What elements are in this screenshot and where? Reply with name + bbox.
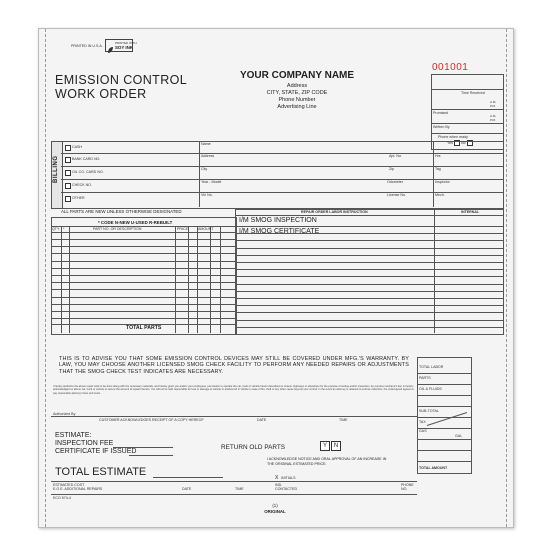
labor-row-line (235, 305, 503, 306)
amount-header: AMOUNT (198, 227, 214, 231)
estimated-cost-label: ESTIMATED COST (53, 483, 85, 487)
price-header: PRICE (177, 227, 188, 231)
initials-x: X (275, 475, 279, 481)
form-code: ECO 574-4 (53, 496, 71, 500)
pm-label-2: P.M. (490, 118, 496, 122)
perforation-right (506, 29, 507, 527)
parts-row-line (51, 318, 236, 319)
estimate-date-label: DATE (182, 487, 192, 491)
increase-acknowledgement: I ACKNOWLEDGE NOTICE AND ORAL APPROVAL OF AN INCREASE IN THE ORIGINAL ESTIMATED PRICE. (267, 457, 387, 466)
mech-label: Mech. (435, 193, 445, 197)
subtotal-label: SUB-TOTAL (419, 409, 439, 413)
am-label-2: A.M. (490, 114, 497, 118)
totals-row-line (417, 384, 471, 385)
initials-label: INITIALS (281, 476, 296, 480)
labor-row-line (235, 284, 503, 285)
labor-row-line (235, 262, 503, 263)
total-amount-label: TOTAL AMOUNT (419, 466, 448, 470)
ind-label: IND. (275, 483, 283, 487)
total-parts-label: TOTAL PARTS (126, 325, 162, 331)
totals-row-line (417, 406, 471, 407)
billing-oil-card: OIL CO. CARD NO. (72, 170, 104, 174)
inspector-label: Inspector (435, 180, 450, 184)
am-label-1: A.M. (490, 100, 497, 104)
labor-row-line (235, 312, 503, 313)
cash-checkbox[interactable] (65, 145, 71, 151)
parts-row-line (51, 289, 236, 290)
printed-in-usa: PRINTED IN U.S.A. (71, 44, 103, 48)
total-labor-label: TOTAL LABOR (419, 365, 444, 369)
labor-row-line (235, 327, 503, 328)
customer-info-box (51, 141, 504, 209)
apt-no-label: Apt. No. (389, 154, 402, 158)
totals-row-line (417, 417, 471, 418)
promised-label: Promised (433, 111, 449, 115)
return-parts-yes-box[interactable]: Y (320, 441, 330, 451)
labor-line-2: I/M SMOG CERTIFICATE (239, 228, 320, 235)
return-parts-no-box[interactable]: N (331, 441, 341, 451)
authorized-by-label: Authorized By (53, 412, 76, 416)
gas-label: GAS (419, 429, 427, 433)
billing-check: CHECK NO. (72, 183, 92, 187)
authorized-time-label: TIME (339, 418, 348, 422)
copy-name: ORIGINAL (264, 509, 286, 514)
totals-box (417, 357, 472, 474)
time-received-label: Time Received (461, 91, 485, 95)
oil-fluids-label: OIL & FLUIDS (419, 387, 442, 391)
oil-card-checkbox[interactable] (65, 170, 71, 176)
soy-leaf-icon (107, 41, 114, 49)
totals-row-line (417, 373, 471, 374)
parts-notice: ALL PARTS ARE NEW UNLESS OTHERWISE DESIGNATED (61, 209, 182, 214)
tag-label: Tag (435, 167, 441, 171)
eoe-label: E.O.E. ADDITIONAL REPAIRS (53, 487, 103, 491)
totals-row-line (417, 461, 471, 462)
totals-row-line (417, 439, 471, 440)
total-estimate-label: TOTAL ESTIMATE (55, 466, 147, 478)
description-header: PART NO. OR DESCRIPTION (93, 227, 142, 231)
form-title-line2: WORK ORDER (55, 87, 147, 101)
phone-yes-label: Yes (447, 141, 453, 145)
company-city: CITY, STATE, ZIP CODE (266, 90, 328, 96)
company-address: Address (286, 83, 308, 89)
totals-row-line (417, 450, 471, 451)
hrs-label: Hrs (435, 154, 441, 158)
form-title-line1: EMISSION CONTROL (55, 73, 188, 87)
perforation-left (45, 29, 46, 527)
parts-row-line (51, 253, 236, 254)
parts-row-line (51, 311, 236, 312)
labor-row-line (235, 233, 503, 234)
inspection-fee-label: INSPECTION FEE (55, 440, 114, 447)
soy-ink-text: SOY INK (115, 45, 133, 50)
customer-address-label: Address (201, 154, 215, 158)
copy-number: (1) (272, 503, 278, 508)
parts-row-line (51, 297, 236, 298)
bank-card-checkbox[interactable] (65, 157, 71, 163)
order-number: 001001 (432, 62, 469, 73)
parts-row-line (51, 239, 236, 240)
acknowledges-receipt: CUSTOMER ACKNOWLEDGES RECEIPT OF A COPY HEREOF (99, 418, 204, 422)
license-label: License No. (387, 193, 406, 197)
zip-label: Zip (389, 167, 394, 171)
gal-label: GAL (455, 434, 463, 438)
qty-header: QTY. (52, 227, 60, 231)
pm-label-1: P.M. (490, 104, 496, 108)
billing-other: OTHER (72, 196, 85, 200)
company-phone: Phone Number (278, 97, 316, 103)
work-order-form (38, 28, 514, 528)
billing-bank-card: BANK CARD NO. (72, 157, 101, 161)
warranty-advisory: THIS IS TO ADVISE YOU THAT SOME EMISSION CONTROL DEVICES MAY STILL BE COVERED UNDER MFG.'S WARRANTY. BY LAW, YOU MAY CHOOSE ANOTHER LICENSED SMOG CHECK FACILITY TO PERFORM ANY NEEDED REPAIRS OR ADJUSTMENTS THAT THE SMOG CHECK TEST INDICATES ARE NECESSARY. (59, 356, 409, 375)
phone-label: PHONE (401, 483, 414, 487)
labor-row-line (235, 298, 503, 299)
labor-row-line (235, 248, 503, 249)
parts-total-label: PARTS (419, 376, 431, 380)
phone-no-label: No (461, 141, 466, 145)
company-advertising: Advertising Line (277, 104, 317, 110)
tax-label: TAX (419, 420, 426, 424)
year-model-label: Year - Model (201, 180, 222, 184)
totals-row-line (417, 395, 471, 396)
written-by-label: Written By (433, 125, 450, 129)
company-name: YOUR COMPANY NAME (239, 70, 355, 81)
customer-name-label: Name (201, 142, 211, 146)
certificate-label: CERTIFICATE IF ISSUED (55, 448, 137, 455)
return-old-parts-label: RETURN OLD PARTS (221, 444, 286, 451)
odometer-label: Odometer (387, 180, 403, 184)
code-header: * (63, 227, 65, 231)
contacted-label: CONTACTED (275, 487, 298, 491)
phone-no-label-bottom: NO. (401, 487, 408, 491)
parts-row-line (51, 304, 236, 305)
soy-ink-logo (105, 39, 137, 52)
labor-row-line (235, 255, 503, 256)
vin-label: Vin No. (201, 193, 213, 197)
parts-row-line (51, 268, 236, 269)
internal-header: INTERNAL (461, 210, 480, 214)
authorized-date-label: DATE (257, 418, 267, 422)
check-checkbox[interactable] (65, 183, 71, 189)
code-legend: * CODE N-NEW U-USED R-REBUILT (98, 220, 173, 225)
labor-row-line (235, 320, 503, 321)
other-checkbox[interactable] (65, 196, 71, 202)
labor-row-line (235, 240, 503, 241)
labor-row-line (235, 276, 503, 277)
parts-row-line (51, 261, 236, 262)
phone-when-ready-label: Phone when ready (438, 135, 468, 139)
estimate-time-label: TIME (235, 487, 244, 491)
labor-row-line (235, 269, 503, 270)
labor-line-1: I/M SMOG INSPECTION (239, 217, 317, 224)
estimate-label: ESTIMATE: (55, 432, 92, 439)
labor-header: REPAIR ORDER LABOR INSTRUCTION (301, 210, 368, 214)
soy-ink-top: PRINTED WITH (115, 41, 137, 45)
labor-row-line (235, 291, 503, 292)
parts-row-line (51, 275, 236, 276)
labor-row-line (235, 226, 503, 227)
authorization-text: I hereby authorize the above repair work to be done along with the necessary materials, and hereby grant you and/or your employees, permission to operate the car, truck or vehicle herein described on streets, highways or elsewhere for the purpose of testing and/or inspection. An express mechanic's lien is hereby acknowledged on above car, truck or vehicle to secure the amount of repairs thereto. You will not be held responsible for loss or damage to vehicle or articles left in vehicle in case of fire, theft or any other cause beyond your control. In the event an attorney is retained to enforce collection, the undersigned agrees to pay reasonable attorney's fees and costs. (53, 385, 414, 395)
parts-row-line (51, 246, 236, 247)
parts-row-line (51, 282, 236, 283)
city-label: City (201, 167, 208, 171)
billing-cash: CASH (72, 145, 82, 149)
billing-label: BILLING (53, 155, 59, 183)
